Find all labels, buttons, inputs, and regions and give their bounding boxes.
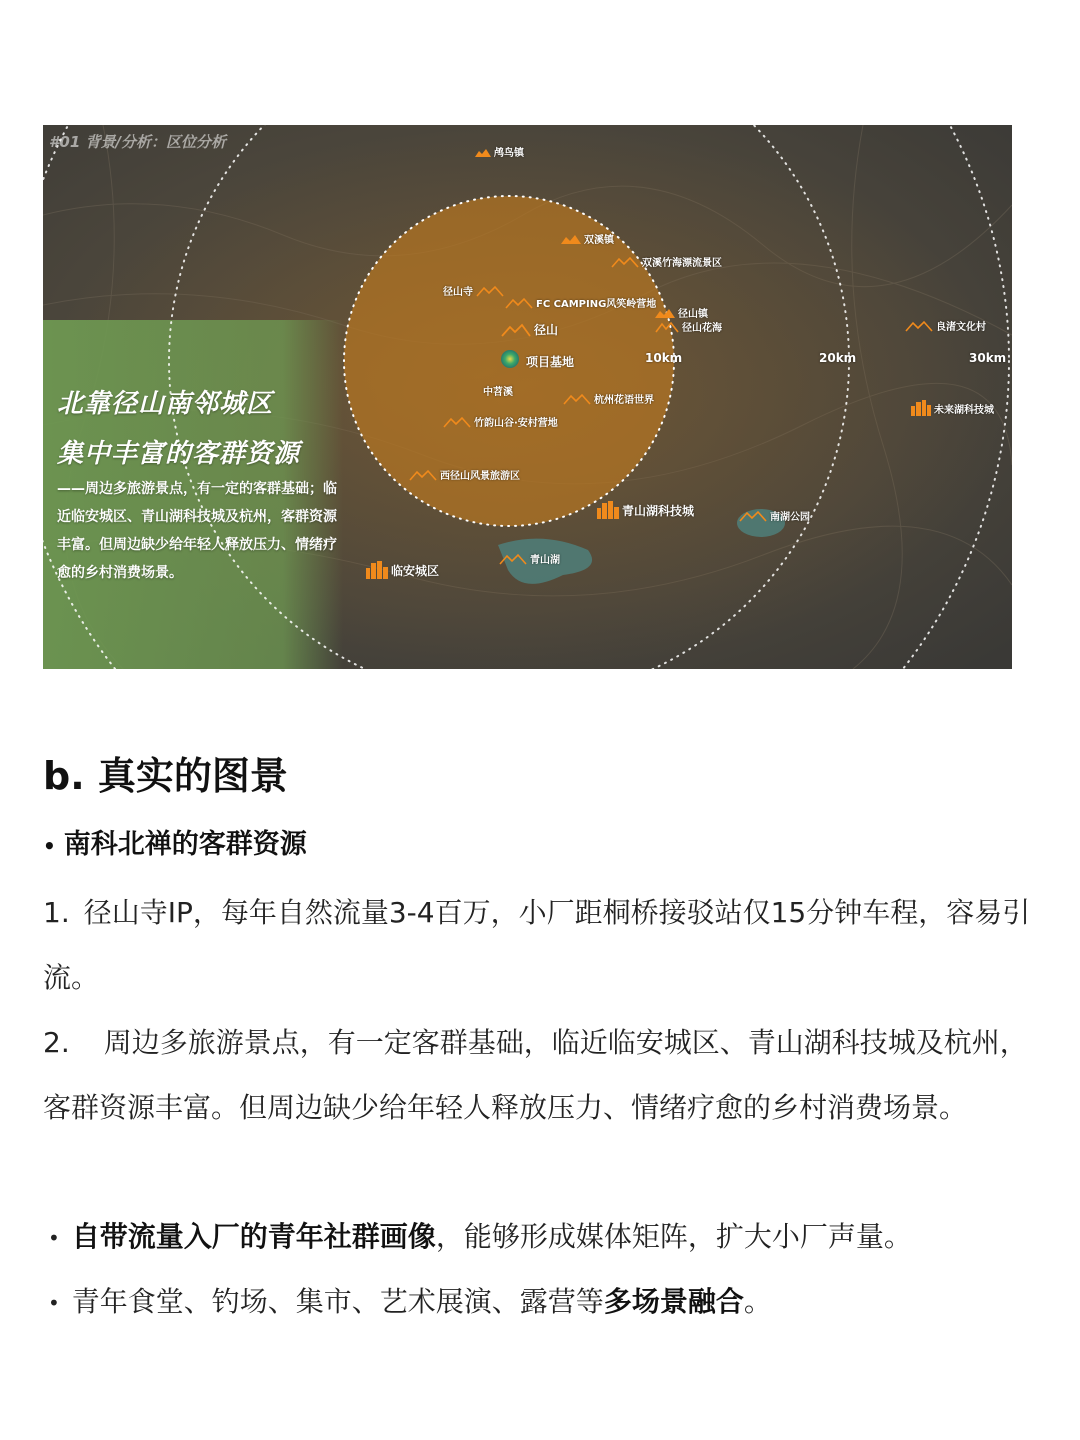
list-number: 1. [43,896,70,929]
place-zhuyun [443,414,558,429]
bullet-item-2 [48,1282,1048,1323]
place-nanhu [739,508,810,523]
place-niaoniao [475,144,524,159]
place-label: 南湖公园 [770,512,810,523]
city-icon [366,561,388,579]
place-label: 径山寺 [443,287,473,298]
place-label: 径山 [534,323,559,337]
place-liangzhu [905,318,986,333]
place-qingshanhu [499,551,560,566]
bullet-dot: • [48,1291,60,1315]
list-item-1 [43,880,1043,1010]
mountain-icon [499,553,527,565]
place-label: 西径山风景旅游区 [440,471,520,482]
bullet-bold-text: 多场景融合 [603,1285,744,1318]
place-hangzhou-flower [563,391,654,406]
place-label: 杭州花语世界 [594,395,654,406]
mountain-icon [611,256,639,268]
mountain-icon [655,321,679,333]
list-text: 径山寺IP，每年自然流量3-4百万，小厂距桐桥接驳站仅15分钟车程，容易引流。 [43,896,1031,994]
place-label: 临安城区 [391,563,440,578]
ring-label-10km: 10km [645,351,683,365]
panel-body: ——周边多旅游景点，有一定的客群基础；临近临安城区、青山湖科技城及杭州，客群资源丰富。但周边缺少给年轻人释放压力、情绪疗愈的乡村消费场景。 [57,481,337,581]
place-label: 未来湖科技城 [934,404,994,416]
place-label: 青山湖科技城 [622,503,695,518]
bullet-end-text: 。 [743,1285,772,1318]
ring-label-30km: 30km [969,351,1007,365]
place-fc-camping [505,295,656,310]
mountain-icon [443,416,471,428]
bullet-dot: • [48,1226,60,1250]
bullet-bold-text: 自带流量入厂的青年社群画像 [71,1220,436,1253]
map-header: #01 背景/分析：区位分析 [49,133,227,151]
bullet-text: ，能够形成媒体矩阵，扩大小厂声量。 [435,1220,912,1253]
section-heading: b. 真实的图景 [43,754,288,798]
place-zhongmingxi [483,383,513,398]
bullet-dot: • [43,833,56,858]
place-label: 径山花海 [682,323,722,334]
town-icon [655,308,675,318]
place-label: 鸬鸟镇 [494,148,524,159]
city-icon [597,501,619,519]
mountain-icon [563,393,591,405]
place-jingshan-town [655,305,708,320]
project-site-label: 项目基地 [526,355,575,369]
ring-label-20km: 20km [819,351,857,365]
place-label: 双溪竹海漂流景区 [642,258,722,269]
town-icon [561,234,581,244]
bullet-item-1 [48,1217,1048,1258]
place-qingshanhu-city [597,501,694,519]
place-weilaihu [911,400,994,416]
place-shuangxi-bamboo [611,254,722,269]
place-label: FC CAMPING风笑岭营地 [536,299,657,310]
place-label: 青山湖 [530,555,560,566]
place-label: 双溪镇 [584,235,614,246]
mountain-icon [505,297,533,309]
mountain-icon [905,320,933,332]
bullet-text: 青年食堂、钓场、集市、艺术展演、露营等 [71,1285,604,1318]
city-icon [911,400,931,416]
location-analysis-map [43,125,1012,669]
place-label: 竹韵山谷·安村营地 [474,418,558,429]
place-jingshansi [443,283,504,298]
mountain-icon [409,469,437,481]
place-label: 径山镇 [678,309,708,320]
place-jingshan [501,321,558,338]
subheading [43,822,307,861]
mountain-icon [739,510,767,522]
place-shuangxi [561,231,614,246]
place-xijingshan [409,467,520,482]
mountain-icon [501,323,531,337]
place-jingshan-flower [655,319,722,334]
list-item-2 [43,1010,1043,1140]
subheading-text: 南科北禅的客群资源 [63,829,307,860]
project-site-marker [501,350,519,368]
panel-title-line2: 集中丰富的客群资源 [57,439,301,469]
town-icon [475,147,491,157]
list-text: 周边多旅游景点，有一定客群基础，临近临安城区、青山湖科技城及杭州，客群资源丰富。但周边缺少给年轻人释放压力、情绪疗愈的乡村消费场景。 [43,1026,1028,1124]
place-linan [366,561,439,579]
panel-title-line1: 北靠径山南邻城区 [57,389,274,419]
mountain-icon [476,285,504,297]
list-number: 2. [43,1026,70,1059]
place-label: 良渚文化村 [936,322,986,333]
place-label: 中苕溪 [483,387,513,398]
